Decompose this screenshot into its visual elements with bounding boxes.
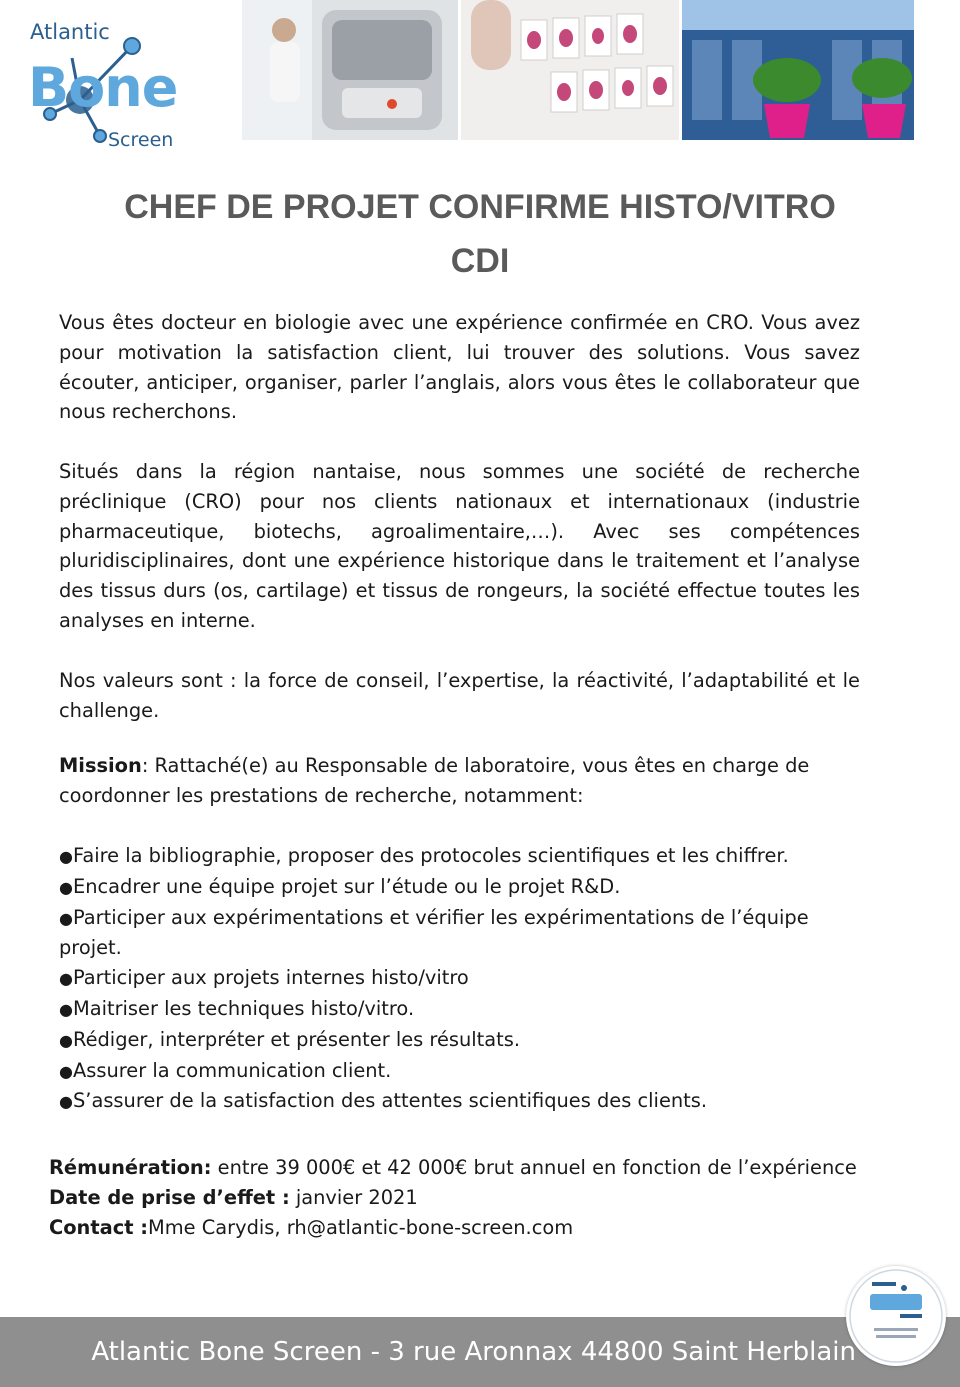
logo-bottom-text: Screen — [108, 129, 174, 151]
job-title: CHEF DE PROJET CONFIRME HISTO/VITRO — [124, 188, 836, 226]
bullet-icon: ● — [59, 999, 73, 1019]
salary-label: Rémunération: — [49, 1156, 212, 1179]
list-item: ●S’assurer de la satisfaction des attentes scientifiques des clients. — [59, 1089, 708, 1113]
intro-paragraph: Vous êtes docteur en biologie avec une expérience confirmée en CRO. Vous avez pour motivation la satisfaction client, lui trouver des solutions. Vous savez écouter, anticiper, organiser, parler l’anglais, alors vous êtes le collaborateur que nous recherchons. — [59, 311, 860, 424]
values-paragraph: Nos valeurs sont : la force de conseil, l’expertise, la réactivité, l’adaptabilité et le challenge. — [59, 669, 860, 722]
contract-type: CDI — [450, 242, 510, 280]
start-date-value: janvier 2021 — [289, 1186, 418, 1209]
histology-slides-photo — [461, 0, 679, 140]
start-date-line — [49, 1183, 929, 1213]
list-item: ●Encadrer une équipe projet sur l’étude ou le projet R&D. — [59, 874, 621, 898]
salary-value: entre 39 000€ et 42 000€ brut annuel en fonction de l’expérience — [211, 1156, 857, 1179]
list-item: ●Assurer la communication client. — [59, 1058, 392, 1082]
contact-line — [49, 1213, 929, 1243]
company-paragraph: Situés dans la région nantaise, nous sommes une société de recherche préclinique (CRO) pour nos clients nationaux et internationaux (industrie pharmaceutique, biotechs, agroalimentaire,…). Avec ses compétences pluridisciplinaires, dont une expérience historique dans le traitement et l’analyse des tissus durs (os, cartilage) et tissus de rongeurs, la société effectue toutes les analyses en interne. — [59, 460, 860, 632]
bullet-icon: ● — [59, 847, 73, 866]
mission-label: Mission — [59, 754, 142, 777]
start-date-label: Date de prise d’effet : — [49, 1186, 290, 1209]
bullet-icon: ● — [59, 969, 73, 989]
list-item: ●Rédiger, interpréter et présenter les résultats. — [59, 1027, 521, 1051]
salary-line — [49, 1153, 929, 1183]
footer-bar — [0, 1317, 960, 1387]
list-item: ●Participer aux expérimentations et vérifier les expérimentations de l’équipe projet. — [59, 905, 809, 960]
building-photo — [682, 0, 914, 140]
list-item: ●Faire la bibliographie, proposer des protocoles scientifiques et les chiffrer. — [59, 844, 789, 867]
seal-logo-icon — [846, 1266, 946, 1366]
mission-text: : Rattaché(e) au Responsable de laboratoire, vous êtes en charge de coordonner les prestations de recherche, notamment: — [59, 754, 810, 807]
list-item: ●Participer aux projets internes histo/vitro — [59, 966, 469, 990]
bullet-icon: ● — [59, 1092, 73, 1112]
contact-value: Mme Carydis, rh@atlantic-bone-screen.com — [147, 1216, 574, 1239]
logo-top-text: Atlantic — [30, 20, 110, 44]
bullet-icon: ● — [59, 908, 73, 928]
contact-label: Contact : — [49, 1216, 148, 1239]
logo-seal — [846, 1266, 946, 1366]
company-logo — [22, 18, 182, 153]
list-item: ●Maitriser les techniques histo/vitro. — [59, 996, 415, 1020]
mission-paragraph — [59, 751, 860, 811]
task-list — [59, 841, 859, 1117]
bullet-icon: ● — [59, 1061, 73, 1081]
bullet-icon: ● — [59, 1030, 73, 1050]
logo-main-text: Bone — [28, 56, 178, 119]
lab-equipment-photo — [242, 0, 458, 140]
footer-address: Atlantic Bone Screen - 3 rue Aronnax 44800 Saint Herblain — [91, 1337, 856, 1367]
bullet-icon: ● — [59, 877, 73, 897]
